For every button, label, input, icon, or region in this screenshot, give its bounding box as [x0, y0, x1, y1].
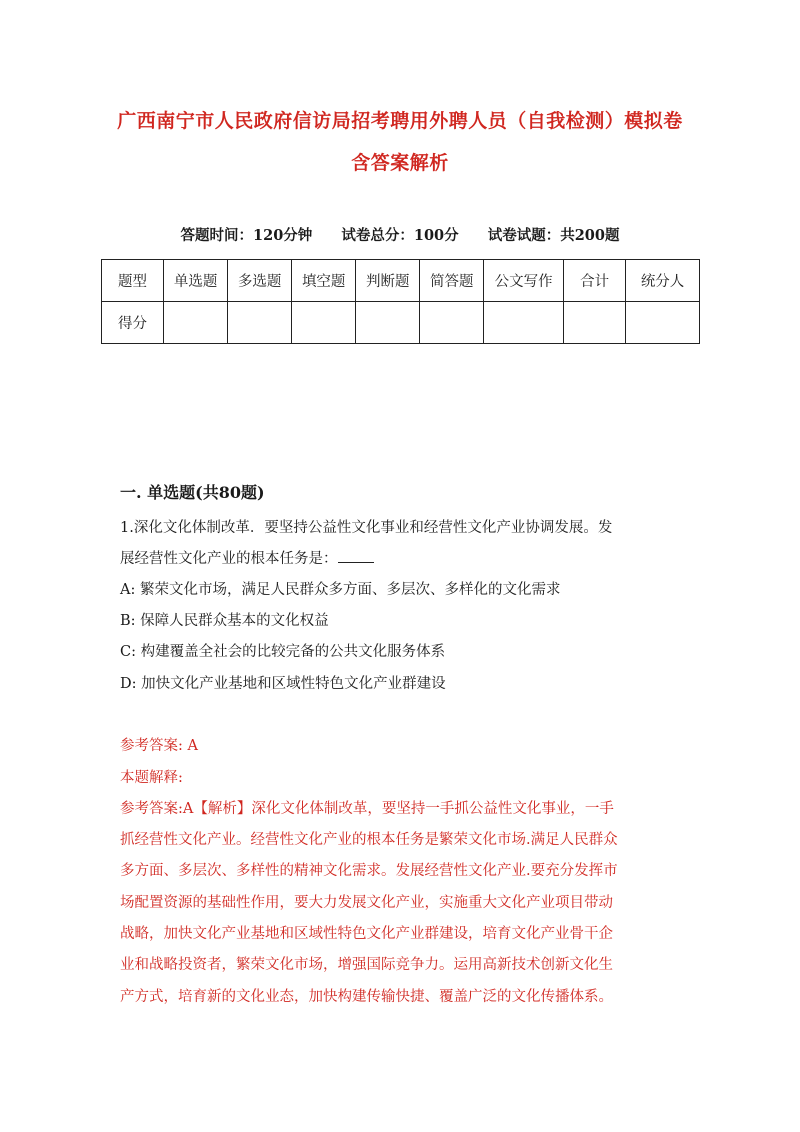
exam-meta [100, 224, 700, 245]
score-cell [356, 302, 420, 344]
answer-blank [338, 546, 374, 563]
score-cell [484, 302, 564, 344]
explanation-label: 本题解释: [120, 770, 183, 786]
option-b: B: 保障人民群众基本的文化权益 [120, 613, 329, 629]
option-d: D: 加快文化产业基地和区域性特色文化产业群建设 [120, 676, 446, 692]
question-stem-line-2: 展经营性文化产业的根本任务是： [120, 544, 680, 575]
score-cell [420, 302, 484, 344]
score-table-score-row [102, 302, 700, 344]
section-heading: 一. 单选题(共80题) [120, 483, 265, 502]
explanation-line: 战略，加快文化产业基地和区域性特色文化产业群建设，培育文化产业骨干企 [120, 926, 613, 942]
option-c: C: 构建覆盖全社会的比较完备的公共文化服务体系 [120, 644, 446, 660]
score-header-cell: 公文写作 [484, 260, 564, 302]
reference-answer: 参考答案: A [120, 738, 198, 754]
score-header-cell: 单选题 [164, 260, 228, 302]
exam-time: 答题时间：120分钟 [180, 227, 313, 244]
explanation-line: 业和战略投资者，繁荣文化市场，增强国际竞争力。运用高新技术创新文化生 [120, 957, 613, 973]
option-a: A: 繁荣文化市场，满足人民群众多方面、多层次、多样化的文化需求 [120, 582, 561, 598]
explanation-line: 参考答案:A【解析】深化文化体制改革，要坚持一手抓公益性文化事业，一手 [120, 801, 614, 817]
score-cell [164, 302, 228, 344]
explanation-line: 多方面、多层次、多样性的精神文化需求。发展经营性文化产业.要充分发挥市 [120, 863, 618, 879]
score-header-cell: 题型 [102, 260, 164, 302]
score-cell [292, 302, 356, 344]
score-header-cell: 填空题 [292, 260, 356, 302]
explanation-line: 产方式，培育新的文化业态，加快构建传输快捷、覆盖广泛的文化传播体系。 [120, 989, 613, 1005]
question-stem-line: 1.深化文化体制改革．要坚持公益性文化事业和经营性文化产业协调发展。发 [120, 520, 613, 536]
question-stem [120, 513, 680, 575]
score-cell [228, 302, 292, 344]
score-header-cell: 统分人 [626, 260, 700, 302]
score-cell [564, 302, 626, 344]
score-header-cell: 判断题 [356, 260, 420, 302]
score-row-label: 得分 [102, 302, 164, 344]
exam-question-count: 试卷试题：共200题 [487, 227, 620, 244]
explanation-line: 场配置资源的基础性作用，要大力发展文化产业，实施重大文化产业项目带动 [120, 895, 613, 911]
explanation-line: 抓经营性文化产业。经营性文化产业的根本任务是繁荣文化市场.满足人民群众 [120, 832, 618, 848]
document-title-line2: 含答案解析 [351, 152, 449, 174]
document-title-line1: 广西南宁市人民政府信访局招考聘用外聘人员（自我检测）模拟卷 [117, 110, 683, 132]
score-header-cell: 多选题 [228, 260, 292, 302]
score-table [101, 259, 700, 344]
score-header-cell: 简答题 [420, 260, 484, 302]
score-cell [626, 302, 700, 344]
exam-total-score: 试卷总分：100分 [341, 227, 459, 244]
score-header-cell: 合计 [564, 260, 626, 302]
score-table-header-row [102, 260, 700, 302]
